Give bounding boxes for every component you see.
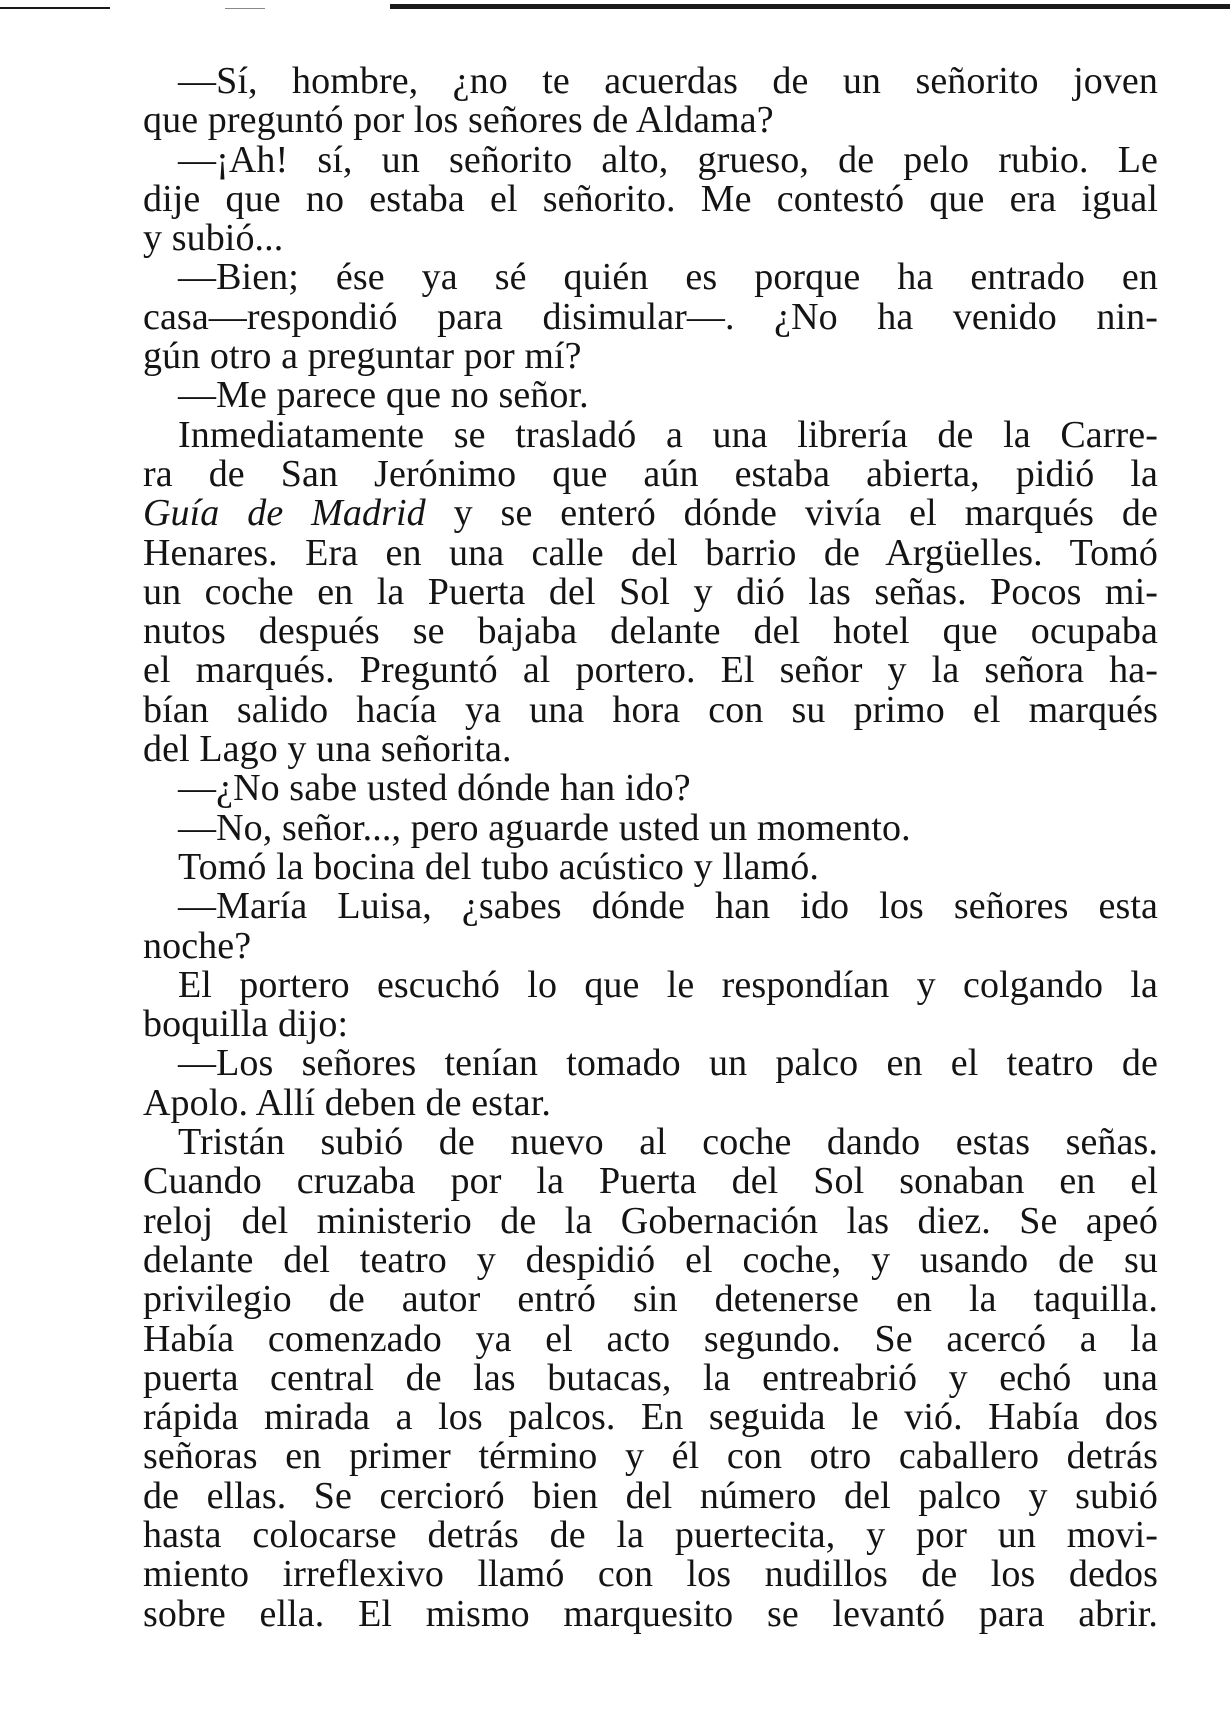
- text-line: —Los señores tenían tomado un palco en el teatro de: [178, 1042, 1158, 1085]
- book-title: Guía de Madrid: [143, 492, 426, 535]
- text-line: Tristán subió de nuevo al coche dando estas señas.: [178, 1121, 1158, 1164]
- text-line: —María Luisa, ¿sabes dónde han ido los señores esta: [178, 885, 1158, 928]
- text-line: El portero escuchó lo que le respondían y colgando la: [178, 963, 1158, 1006]
- text-line: —No, señor..., pero aguarde usted un momento.: [178, 806, 911, 849]
- text-line-rest: y se enteró dónde vivía el marqués de: [425, 492, 1158, 535]
- text-line: nutos después se bajaba delante del hotel que ocupaba: [143, 610, 1158, 653]
- page-text: [143, 62, 1158, 1634]
- text-line: un coche en la Puerta del Sol y dió las señas. Pocos mi-: [143, 570, 1158, 613]
- text-line: —Bien; ése ya sé quién es porque ha entrado en: [178, 256, 1158, 299]
- text-line: sobre ella. El mismo marquesito se levantó para abrir.: [143, 1592, 1158, 1635]
- text-line: dije que no estaba el señorito. Me contestó que era igual: [143, 177, 1158, 220]
- text-line: Henares. Era en una calle del barrio de Argüelles. Tomó: [143, 531, 1158, 574]
- text-line: Tomó la bocina del tubo acústico y llamó.: [178, 845, 819, 888]
- text-line: ra de San Jerónimo que aún estaba abierta, pidió la: [143, 452, 1158, 495]
- top-rule-right: [390, 4, 1230, 9]
- text-line: Apolo. Allí deben de estar.: [143, 1081, 551, 1124]
- text-line: rápida mirada a los palcos. En seguida le vió. Había dos: [143, 1396, 1158, 1439]
- text-line: delante del teatro y despidió el coche, y usando de su: [143, 1238, 1158, 1281]
- text-line: que preguntó por los señores de Aldama?: [143, 99, 774, 142]
- text-line: y subió...: [143, 217, 284, 260]
- text-line: noche?: [143, 924, 252, 967]
- text-line: —¿No sabe usted dónde han ido?: [178, 767, 691, 810]
- text-line: [143, 494, 1158, 533]
- text-line: gún otro a preguntar por mí?: [143, 335, 582, 378]
- text-line: de ellas. Se cercioró bien del número del palco y subió: [143, 1474, 1158, 1517]
- text-line: reloj del ministerio de la Gobernación las diez. Se apeó: [143, 1199, 1158, 1242]
- text-line: puerta central de las butacas, la entreabrió y echó una: [143, 1356, 1158, 1399]
- text-line: señoras en primer término y él con otro caballero detrás: [143, 1435, 1158, 1478]
- text-line: miento irreflexivo llamó con los nudillos de los dedos: [143, 1553, 1158, 1596]
- text-line: —Sí, hombre, ¿no te acuerdas de un señorito joven: [178, 60, 1158, 102]
- text-line: boquilla dijo:: [143, 1003, 349, 1046]
- text-line: del Lago y una señorita.: [143, 728, 512, 771]
- text-line: hasta colocarse detrás de la puertecita, y por un movi-: [143, 1513, 1158, 1556]
- text-line: bían salido hacía ya una hora con su primo el marqués: [143, 688, 1158, 731]
- text-line: el marqués. Preguntó al portero. El señor y la señora ha-: [143, 649, 1158, 692]
- text-line: —Me parece que no señor.: [178, 374, 589, 417]
- text-line: Había comenzado ya el acto segundo. Se acercó a la: [143, 1317, 1158, 1360]
- text-line: Cuando cruzaba por la Puerta del Sol sonaban en el: [143, 1160, 1158, 1203]
- text-line: casa—respondió para disimular—. ¿No ha venido nin-: [143, 295, 1158, 338]
- text-line: privilegio de autor entró sin detenerse en la taquilla.: [143, 1278, 1158, 1321]
- top-rule-mid: [225, 8, 265, 9]
- text-line: —¡Ah! sí, un señorito alto, grueso, de pelo rubio. Le: [178, 138, 1158, 181]
- top-rule-left: [0, 7, 110, 9]
- text-line: Inmediatamente se trasladó a una librería de la Carre-: [178, 413, 1158, 456]
